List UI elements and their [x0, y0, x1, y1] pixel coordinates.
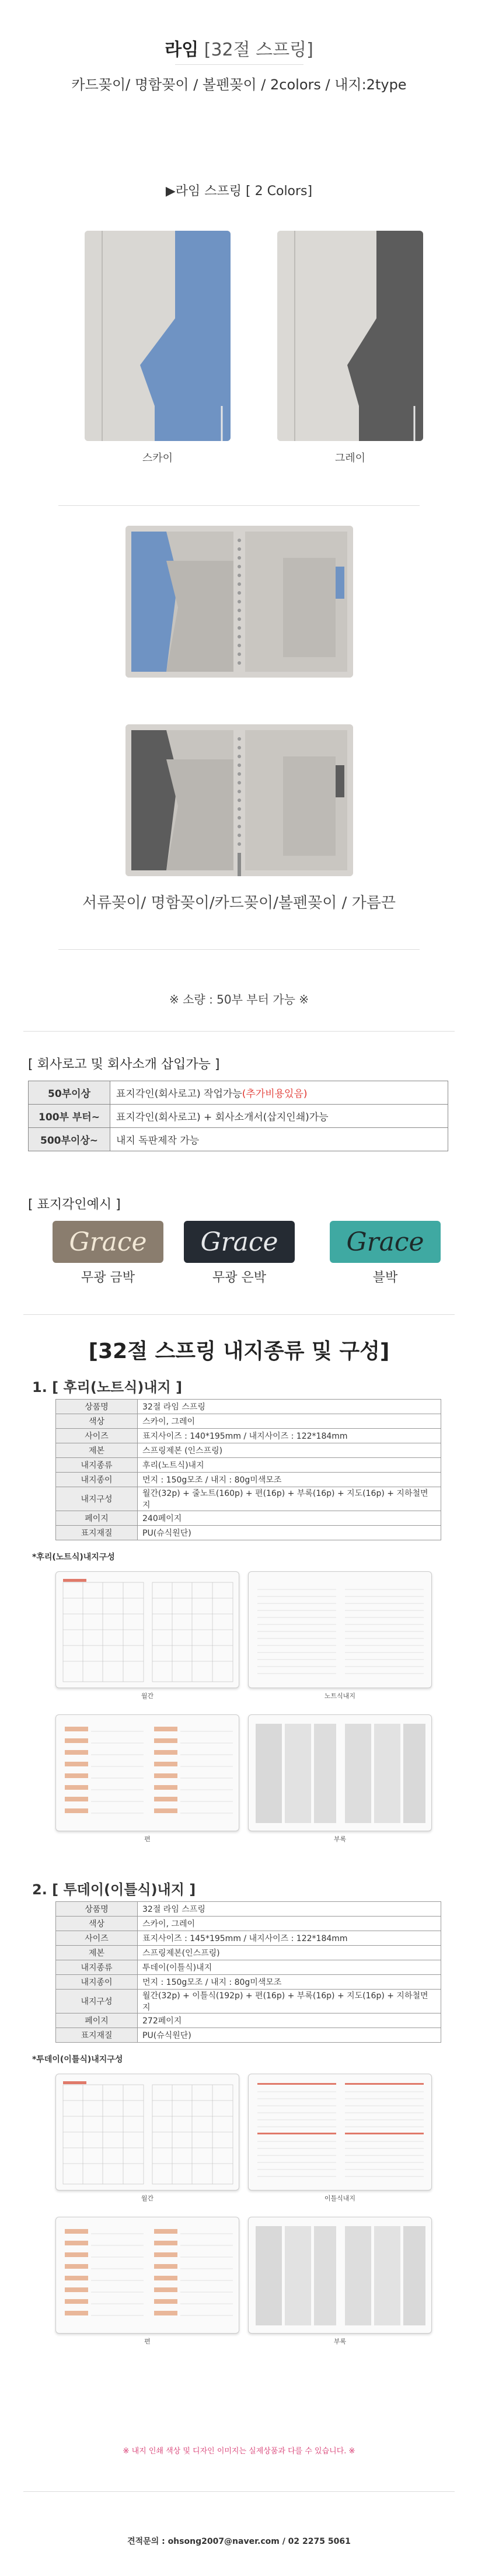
page-preview-pen — [55, 1714, 239, 1831]
page-caption: 이틀식내지 — [324, 2195, 356, 2202]
table-cell-key: 표지재질 — [56, 2028, 138, 2043]
table-cell-value: 272페이지 — [138, 2013, 441, 2028]
inner-section-title: [32절 스프링 내지종류 및 구성] — [88, 1339, 390, 1363]
table-cell-value: 월간(32p) + 줄노트(160p) + 편(16p) + 부록(16p) + 지도(16p) + 지하철면지 — [138, 1487, 441, 1511]
table-cell-value: 스카이, 그레이 — [138, 1414, 441, 1429]
page-caption: 노트식내지 — [324, 1692, 356, 1700]
table-row — [29, 1128, 448, 1151]
table-cell-value: 내지 독판제작 가능 — [110, 1128, 448, 1151]
table-row — [56, 1487, 441, 1511]
logo-options-table — [28, 1081, 448, 1151]
table-cell-key: 내지구성 — [56, 1990, 138, 2013]
table-row — [56, 1917, 441, 1931]
table-cell-key: 사이즈 — [56, 1931, 138, 1946]
table-cell-key: 페이지 — [56, 2013, 138, 2028]
open-notebook-gray-image — [125, 724, 353, 876]
stamp-caption: 블박 — [372, 1270, 398, 1285]
colors-heading: ▶라임 스프링 [ 2 Colors] — [165, 184, 313, 199]
type2-spec-table — [55, 1901, 441, 2043]
table-cell-key: 표지재질 — [56, 1526, 138, 1540]
notebook-gray-image — [277, 231, 423, 441]
color-label-sky: 스카이 — [142, 452, 173, 464]
table-row — [56, 1931, 441, 1946]
notebook-sky-image — [85, 231, 231, 441]
table-row — [56, 1458, 441, 1473]
stamp-example-blind: Grace — [330, 1221, 441, 1263]
disclaimer-note: ※ 내지 인쇄 색상 및 디자인 이미지는 실제상품과 다를 수 있습니다. ※ — [123, 2447, 355, 2456]
color-label-gray: 그레이 — [334, 452, 366, 464]
stamp-caption: 무광 은박 — [212, 1270, 266, 1285]
stamp-caption: 무광 금박 — [81, 1270, 135, 1285]
page-caption: 부록 — [333, 1835, 347, 1843]
type1-heading: 1. [ 후리(노트식)내지 ] — [32, 1379, 183, 1395]
table-cell-key: 제본 — [56, 1946, 138, 1960]
table-cell-key: 색상 — [56, 1414, 138, 1429]
table-cell-value: 표지사이즈 : 140*195mm / 내지사이즈 : 122*184mm — [138, 1429, 441, 1443]
table-cell-value: 투데이(이틀식)내지 — [138, 1960, 441, 1975]
page-title — [0, 35, 478, 61]
table-cell-value: 먼지 : 150g모조 / 내지 : 80g미색모조 — [138, 1473, 441, 1487]
type2-heading: 2. [ 투데이(이틀식)내지 ] — [32, 1881, 196, 1898]
quantity-note: ※ 소량 : 50부 부터 가능 ※ — [169, 992, 309, 1006]
page-preview-two-day — [248, 2074, 432, 2190]
table-cell-key: 100부 부터~ — [29, 1105, 110, 1128]
table-row — [56, 1443, 441, 1458]
table-row — [56, 2013, 441, 2028]
title-divider — [175, 64, 303, 65]
table-row — [56, 1946, 441, 1960]
table-cell-key: 500부이상~ — [29, 1128, 110, 1151]
table-cell-value: 표지각인(회사로고) 작업가능(추가비용있음) — [110, 1081, 448, 1105]
table-cell-key: 50부이상 — [29, 1081, 110, 1105]
type1-pages-heading: *후리(노트식)내지구성 — [32, 1553, 115, 1562]
table-cell-key: 내지구성 — [56, 1487, 138, 1511]
table-row — [56, 1960, 441, 1975]
stamp-example-gold: Grace — [53, 1221, 163, 1263]
table-cell-key: 내지종류 — [56, 1458, 138, 1473]
stamp-section-title: [ 표지각인예시 ] — [28, 1197, 121, 1212]
table-cell-value: 스프링제본(인스프링) — [138, 1946, 441, 1960]
table-cell-key: 사이즈 — [56, 1429, 138, 1443]
page-subtitle: 카드꽂이/ 명함꽂이 / 볼펜꽂이 / 2colors / 내지:2type — [71, 77, 407, 93]
table-cell-value: 표지사이즈 : 145*195mm / 내지사이즈 : 122*184mm — [138, 1931, 441, 1946]
table-cell-value: 240페이지 — [138, 1511, 441, 1526]
table-cell-value: 후리(노트식)내지 — [138, 1458, 441, 1473]
type1-spec-table — [55, 1399, 441, 1540]
table-row — [56, 1902, 441, 1917]
page-caption: 편 — [144, 1835, 151, 1843]
stamp-example-silver: Grace — [184, 1221, 295, 1263]
table-cell-value: 32절 라임 스프링 — [138, 1400, 441, 1414]
table-cell-value: PU(슈식원단) — [138, 2028, 441, 2043]
contact-info: 견적문의 : ohsong2007@naver.com / 02 2275 5061 — [127, 2537, 351, 2546]
table-cell-value: 월간(32p) + 이틀식(192p) + 편(16p) + 부록(16p) + 지도(16p) + 지하철면지 — [138, 1990, 441, 2013]
table-cell-value: PU(슈식원단) — [138, 1526, 441, 1540]
page-preview-monthly — [55, 2074, 239, 2190]
table-cell-key: 페이지 — [56, 1511, 138, 1526]
table-cell-key: 내지종이 — [56, 1975, 138, 1990]
table-cell-value: 먼지 : 150g모조 / 내지 : 80g미색모조 — [138, 1975, 441, 1990]
page-preview-appendix — [248, 1714, 432, 1831]
table-row — [56, 1473, 441, 1487]
type2-pages-heading: *투데이(이틀식)내지구성 — [32, 2055, 123, 2064]
product-name: 라임 — [165, 40, 199, 60]
divider — [23, 1314, 455, 1315]
divider — [23, 2491, 455, 2492]
table-cell-key: 상품명 — [56, 1400, 138, 1414]
table-cell-key: 색상 — [56, 1917, 138, 1931]
divider — [58, 505, 420, 506]
table-row — [56, 1400, 441, 1414]
table-row — [56, 1414, 441, 1429]
open-notebook-sky-image — [125, 526, 353, 678]
table-cell-value: 32절 라임 스프링 — [138, 1902, 441, 1917]
page-caption: 월간 — [141, 1692, 154, 1700]
page-preview-monthly — [55, 1571, 239, 1688]
table-row — [56, 1511, 441, 1526]
table-row — [56, 1526, 441, 1540]
table-cell-key: 제본 — [56, 1443, 138, 1458]
table-cell-value: 스카이, 그레이 — [138, 1917, 441, 1931]
divider — [58, 949, 420, 950]
table-cell-value: 스프링제본 (인스프링) — [138, 1443, 441, 1458]
logo-section-title: [ 회사로고 및 회사소개 삽입가능 ] — [28, 1057, 220, 1072]
table-row — [29, 1081, 448, 1105]
table-row — [56, 1975, 441, 1990]
extra-cost-note: (추가비용있음) — [242, 1088, 308, 1100]
product-spec: [32절 스프링] — [204, 40, 313, 60]
features-text: 서류꽂이/ 명함꽂이/카드꽂이/볼펜꽂이 / 가름끈 — [82, 894, 396, 912]
table-cell-key: 내지종류 — [56, 1960, 138, 1975]
table-row — [56, 1429, 441, 1443]
divider — [23, 1031, 455, 1032]
table-row — [29, 1105, 448, 1128]
page-preview-pen — [55, 2217, 239, 2334]
table-cell-key: 상품명 — [56, 1902, 138, 1917]
page-preview-note — [248, 1571, 432, 1688]
table-cell-value: 표지각인(회사로고) + 회사소개서(삽지인쇄)가능 — [110, 1105, 448, 1128]
table-cell-key: 내지종이 — [56, 1473, 138, 1487]
page-caption: 편 — [144, 2338, 151, 2345]
page-caption: 월간 — [141, 2195, 154, 2202]
page-caption: 부록 — [333, 2338, 347, 2345]
table-row — [56, 1990, 441, 2013]
page-preview-appendix — [248, 2217, 432, 2334]
table-row — [56, 2028, 441, 2043]
